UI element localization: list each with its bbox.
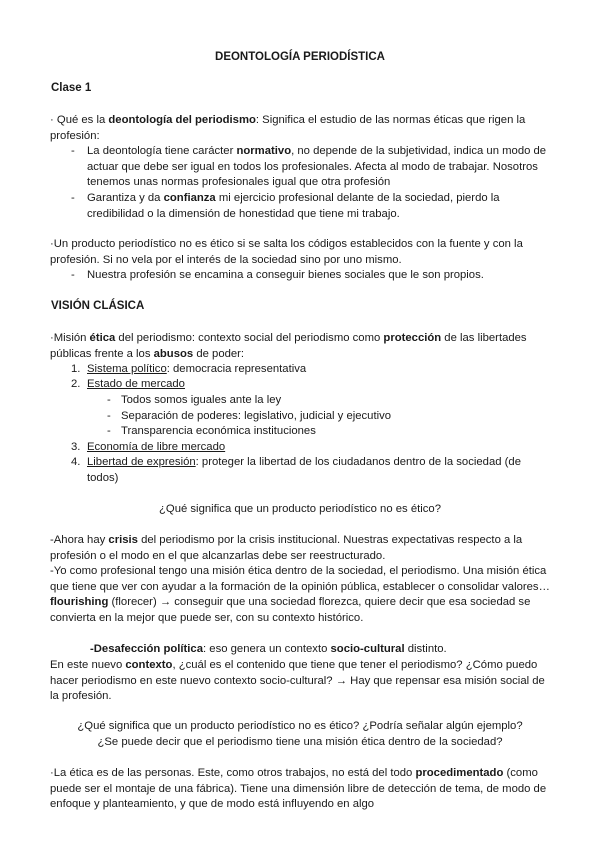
list-number: 1. <box>71 363 81 375</box>
bullet-text: , no depende de la subjetividad, indica un modo de actuar que debe ser igual en todos los profesionales. Afecta al modo de trabajar. Nosotros tenemos unas normas profesionales igual que otra profesión <box>87 145 547 189</box>
document-title: DEONTOLOGÍA PERIODÍSTICA <box>215 51 385 63</box>
list-number: 3. <box>71 441 81 453</box>
producto-bullet: Nuestra profesión se encamina a conseguir bienes sociales que le son propios. <box>87 269 484 281</box>
profesional-paragraph <box>50 564 550 626</box>
contexto-bold: contexto <box>125 659 173 671</box>
list-number: 2. <box>71 378 81 390</box>
sub-bullet-dash: - <box>107 410 111 422</box>
item-rest: : democracia representativa <box>166 363 307 375</box>
crisis-text: del periodismo por la crisis institucional. Nuestras expectativas respecto a la profesión o el modo en el que alcanzarlas debe ser reestructurado. <box>50 534 523 562</box>
mision-text: de las libertades públicas frente a los <box>50 332 527 360</box>
desafeccion-line <box>90 642 550 658</box>
numbered-item-estado-mercado <box>87 377 547 393</box>
mision-text: de poder: <box>193 347 245 360</box>
desafeccion-text: : eso genera un contexto <box>203 643 331 655</box>
list-number: 4. <box>71 456 81 468</box>
desafeccion-text: distinto. <box>404 643 447 655</box>
item-label: Sistema político <box>87 363 167 375</box>
question-mision-etica: ¿Se puede decir que el periodismo tiene una misión ética dentro de la sociedad? <box>97 736 503 748</box>
bullet-text: mi ejercicio profesional delante de la sociedad, pierdo la credibilidad o la dimensión de honestidad que tiene mi trabajo. <box>87 192 500 220</box>
producto-paragraph: ·Un producto periodístico no es ético si se salta los códigos establecidos con la fuente y con la profesión. Si no vela por el interés de la sociedad sino por uno mismo. <box>50 238 523 266</box>
bullet-dash: - <box>71 192 75 204</box>
etica-paragraph <box>50 766 550 813</box>
contexto-paragraph <box>50 658 550 705</box>
mision-text: ·Misión <box>50 332 90 344</box>
mision-paragraph <box>50 331 550 362</box>
question-ejemplo: ¿Qué significa que un producto periodístico no es ético? ¿Podría señalar algún ejemplo? <box>77 720 523 732</box>
item-label: Libertad de expresión <box>87 456 196 468</box>
mision-bold: ética <box>89 332 116 344</box>
etica-text: (como puede ser el montaje de una fábrica). Tiene una dimensión libre de detección de tema, de modo de enfoque y planteamiento, y que de modo está influyendo en algo <box>50 767 547 811</box>
profesional-text: (florecer) → conseguir que una sociedad florezca, quiere decir que esa sociedad se convierta en la mejor que puede ser, con su contexto histórico. <box>50 596 531 624</box>
bullet-text: Garantiza y da <box>87 192 164 204</box>
desafeccion-bold: -Desafección política <box>90 643 204 655</box>
intro-bullet-confianza <box>87 191 547 222</box>
item-label: Estado de mercado <box>87 378 185 390</box>
crisis-text: -Ahora hay <box>50 534 109 546</box>
crisis-bold: crisis <box>108 534 138 546</box>
sub-bullet-separacion: Separación de poderes: legislativo, judicial y ejecutivo <box>121 410 392 422</box>
intro-bullet-normativo <box>87 144 547 191</box>
sub-bullet-dash: - <box>107 425 111 437</box>
bullet-text: La deontología tiene carácter <box>87 145 237 157</box>
intro-rest: : Significa el estudio de las normas éticas que rigen la profesión: <box>50 114 526 142</box>
sub-bullet-dash: - <box>107 394 111 406</box>
etica-text: ·La ética es de las personas. Este, como otros trabajos, no está del todo <box>50 767 416 779</box>
numbered-item-libertad <box>87 455 547 486</box>
mision-text: del periodismo: contexto social del periodismo como <box>115 332 384 344</box>
item-rest: : proteger la libertad de los ciudadanos dentro de la sociedad (de todos) <box>87 456 521 484</box>
numbered-item-sistema-politico <box>87 362 547 378</box>
crisis-paragraph <box>50 533 550 564</box>
bullet-dash: - <box>71 269 75 281</box>
item-label: Economía de libre mercado <box>87 441 226 453</box>
section-heading-clase-1: Clase 1 <box>51 82 92 94</box>
section-heading-vision-clasica: VISIÓN CLÁSICA <box>51 300 145 312</box>
numbered-item-economia <box>87 440 547 456</box>
question-etico: ¿Qué significa que un producto periodístico no es ético? <box>159 503 441 515</box>
bullet-bold: normativo <box>236 145 292 157</box>
intro-bold-term: deontología del periodismo <box>108 114 256 126</box>
mision-bold: protección <box>383 332 442 344</box>
sub-bullet-transparencia: Transparencia económica instituciones <box>121 425 316 437</box>
intro-paragraph <box>50 113 550 144</box>
profesional-bold: flourishing <box>50 596 109 609</box>
bullet-bold: confianza <box>163 192 216 204</box>
mision-bold: abusos <box>153 347 194 360</box>
desafeccion-bold: socio-cultural <box>330 643 405 655</box>
etica-bold: procedimentado <box>415 767 504 779</box>
sub-bullet-igualdad: Todos somos iguales ante la ley <box>121 394 282 406</box>
contexto-text: En este nuevo <box>50 659 126 671</box>
contexto-text: , ¿cuál es el contenido que tiene que tener el periodismo? ¿Cómo puedo hacer periodismo en este nuevo contexto socio-cultural? → Hay que repensar esa misión social de la profesión. <box>50 659 545 703</box>
bullet-dash: - <box>71 145 75 157</box>
intro-prefix: · Qué es la <box>50 114 109 126</box>
profesional-text: -Yo como profesional tengo una misión ética dentro de la sociedad, el periodismo. Una misión ética que tiene que ver con ayudar a la formación de la opinión pública, establecer o consolidar valores… <box>50 565 550 593</box>
